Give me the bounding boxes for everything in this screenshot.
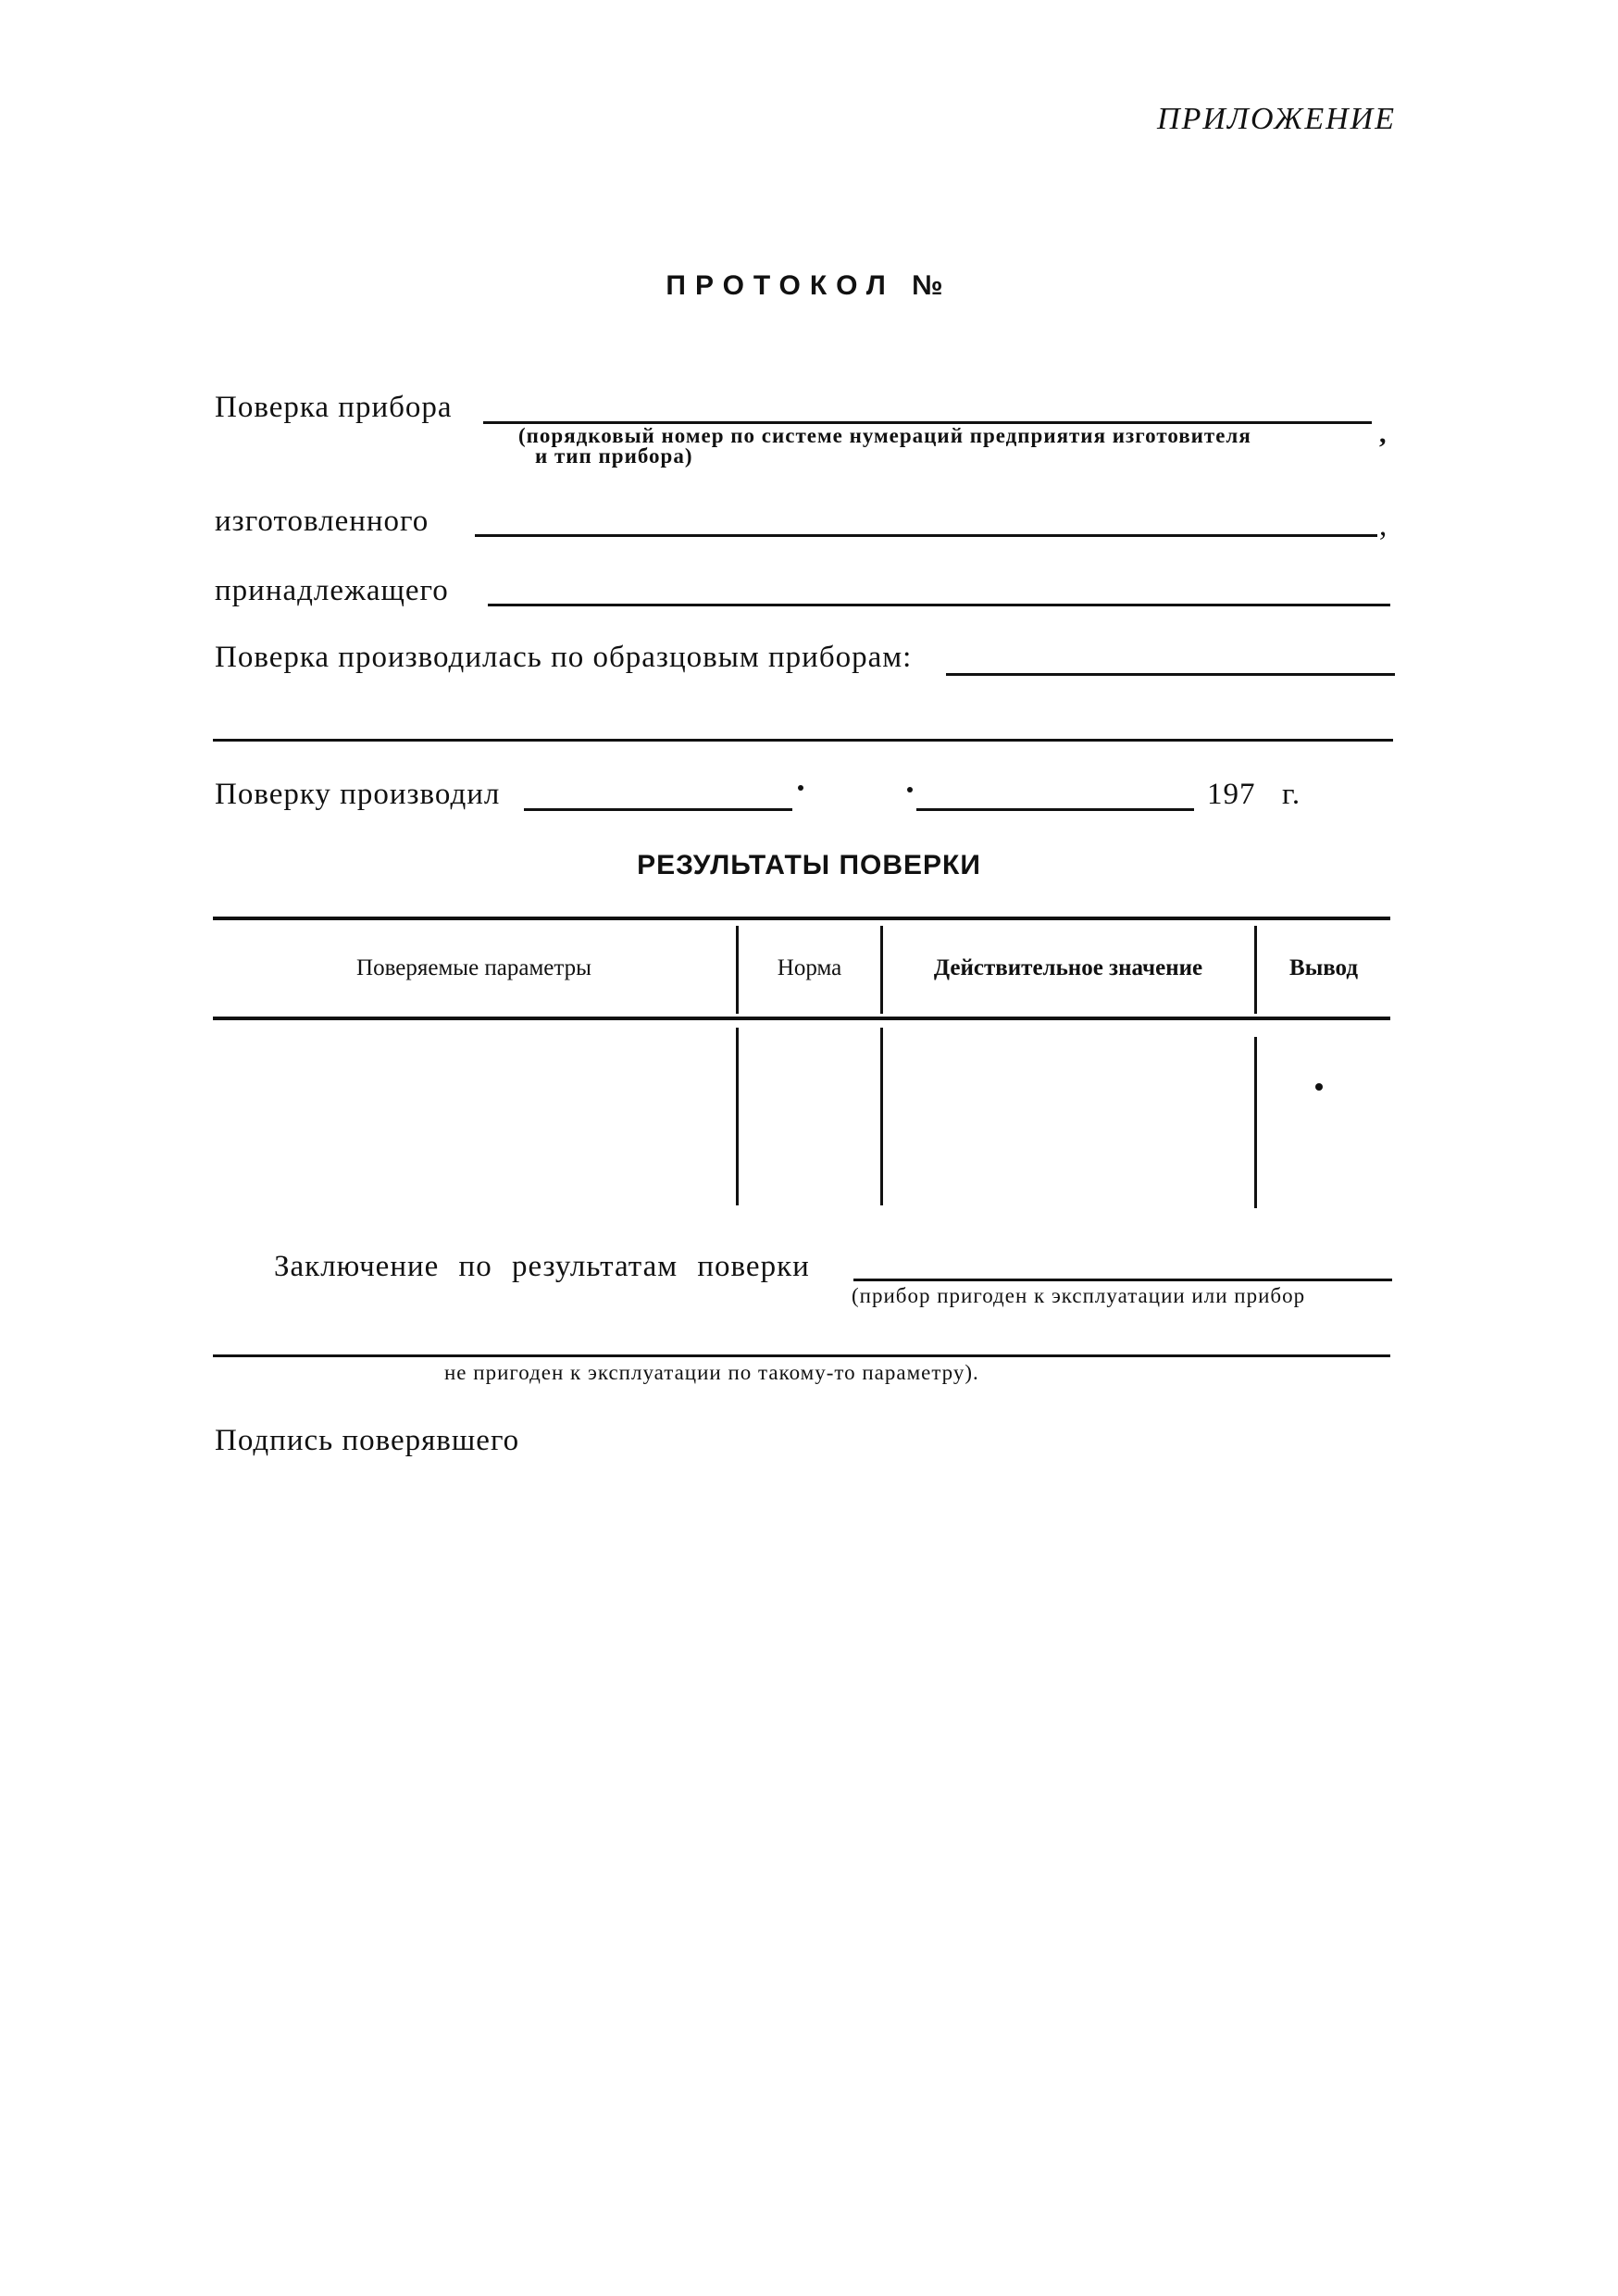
table-divider [1254,1037,1257,1208]
manufactured-comma: , [1379,509,1388,543]
conclusion-field[interactable] [853,1279,1392,1281]
column-header-actual-value: Действительное значение [933,955,1203,980]
owner-label: принадлежащего [215,574,449,607]
conclusion-hint-line2: не пригоден к эксплуатации по такому-то параметру). [444,1361,979,1384]
manufactured-label: изготовленного [215,505,429,538]
table-divider [880,1028,883,1205]
signature-label: Подпись поверявшего [215,1424,520,1457]
table-dot-mark [1315,1083,1323,1091]
protocol-title: ПРОТОКОЛ № [666,270,952,301]
conclusion-label: Заключение по результатам поверки [274,1250,810,1283]
appendix-label: ПРИЛОЖЕНИЕ [1157,102,1396,136]
table-header-rule [213,1017,1390,1020]
date-field[interactable] [916,808,1194,811]
year-suffix: г. [1282,778,1301,811]
conclusion-field-continued[interactable] [213,1354,1390,1357]
performer-field[interactable] [524,808,792,811]
device-label: Поверка прибора [215,391,453,424]
manufactured-field[interactable] [475,534,1377,537]
column-header-conclusion: Вывод [1289,955,1358,980]
conclusion-hint-line1: (прибор пригоден к эксплуатации или прибор [852,1284,1306,1307]
date-mark-right [907,787,913,792]
reference-field[interactable] [946,673,1395,676]
column-header-parameters: Поверяемые параметры [356,955,591,980]
reference-label: Поверка производилась по образцовым приборам: [215,641,913,674]
column-header-norm: Норма [777,955,842,980]
device-hint-line1: (порядковый номер по системе нумераций предприятия изготовителя [518,424,1251,447]
date-mark-left [798,785,803,791]
device-hint-line2: и тип прибора) [535,444,693,468]
performed-label: Поверку производил [215,778,501,811]
year-prefix: 197 [1207,778,1256,811]
owner-field[interactable] [488,604,1390,606]
device-comma: , [1379,418,1388,449]
results-title: РЕЗУЛЬТАТЫ ПОВЕРКИ [637,850,981,880]
table-divider [736,1028,739,1205]
table-top-rule [213,917,1390,920]
reference-field-continued[interactable] [213,739,1393,742]
